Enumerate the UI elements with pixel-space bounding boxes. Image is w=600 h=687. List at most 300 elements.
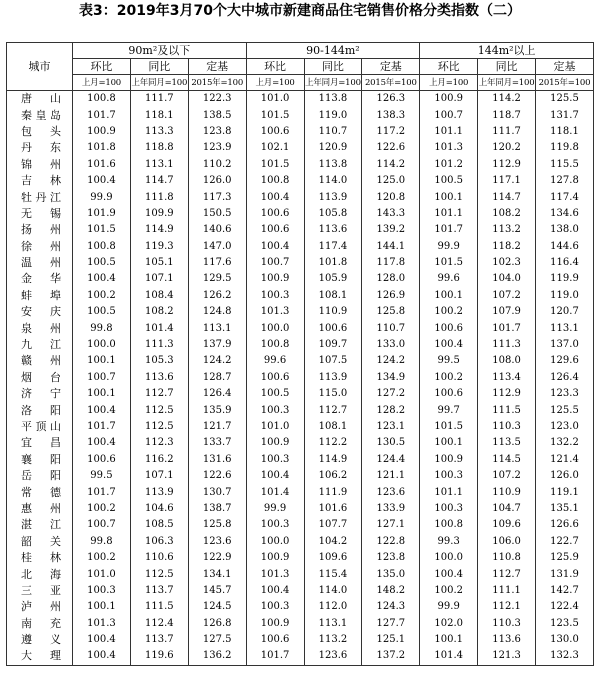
index-value-cell: 125.8 (188, 517, 246, 533)
index-value-cell: 114.0 (304, 583, 362, 599)
index-value-cell: 112.5 (130, 402, 188, 418)
table-row (7, 452, 594, 468)
index-value-cell: 110.7 (362, 320, 420, 336)
index-value-cell: 121.7 (188, 419, 246, 435)
index-value-cell: 100.5 (73, 304, 131, 320)
index-value-cell: 105.8 (304, 206, 362, 222)
group-header-large: 144m²以上 (420, 43, 594, 59)
index-value-cell: 101.1 (420, 206, 478, 222)
city-header: 城市 (7, 43, 73, 91)
index-value-cell: 111.3 (478, 337, 536, 353)
index-value-cell: 125.5 (536, 402, 594, 418)
index-value-cell: 119.0 (304, 107, 362, 123)
index-value-cell: 108.1 (304, 288, 362, 304)
index-value-cell: 125.9 (536, 550, 594, 566)
index-value-cell: 118.8 (130, 140, 188, 156)
index-value-cell: 130.0 (536, 632, 594, 648)
index-value-cell: 123.8 (188, 124, 246, 140)
city-name-cell: 遵义 (7, 632, 73, 648)
index-value-cell: 142.7 (536, 583, 594, 599)
index-value-cell: 126.9 (362, 288, 420, 304)
index-value-cell: 102.1 (246, 140, 304, 156)
subheader-base: 定基 (362, 59, 420, 75)
index-value-cell: 100.3 (246, 288, 304, 304)
index-value-cell: 126.2 (188, 288, 246, 304)
index-value-cell: 105.3 (130, 353, 188, 369)
index-value-cell: 100.9 (246, 616, 304, 632)
index-value-cell: 124.5 (188, 599, 246, 615)
index-value-cell: 113.1 (304, 616, 362, 632)
index-value-cell: 125.8 (362, 304, 420, 320)
index-value-cell: 101.7 (420, 222, 478, 238)
city-name-cell: 赣州 (7, 353, 73, 369)
index-value-cell: 100.6 (420, 386, 478, 402)
index-value-cell: 100.3 (246, 599, 304, 615)
index-value-cell: 121.4 (536, 452, 594, 468)
index-value-cell: 130.5 (362, 435, 420, 451)
index-value-cell: 122.6 (362, 140, 420, 156)
index-value-cell: 100.0 (420, 550, 478, 566)
index-value-cell: 99.5 (420, 353, 478, 369)
index-value-cell: 100.3 (73, 583, 131, 599)
index-value-cell: 128.7 (188, 370, 246, 386)
index-value-cell: 112.3 (130, 435, 188, 451)
index-value-cell: 117.4 (304, 239, 362, 255)
index-value-cell: 132.2 (536, 435, 594, 451)
index-value-cell: 101.7 (478, 320, 536, 336)
index-value-cell: 133.7 (188, 435, 246, 451)
index-value-cell: 100.4 (73, 402, 131, 418)
table-row (7, 419, 594, 435)
index-value-cell: 100.9 (73, 124, 131, 140)
index-value-cell: 110.3 (478, 616, 536, 632)
table-row (7, 124, 594, 140)
index-value-cell: 100.9 (246, 550, 304, 566)
index-value-cell: 101.5 (246, 107, 304, 123)
index-value-cell: 113.1 (188, 320, 246, 336)
index-value-cell: 131.7 (536, 107, 594, 123)
index-value-cell: 138.3 (362, 107, 420, 123)
index-value-cell: 112.7 (130, 386, 188, 402)
index-value-cell: 110.7 (304, 124, 362, 140)
subheader-mom: 环比 (246, 59, 304, 75)
table-row (7, 616, 594, 632)
index-value-cell: 145.7 (188, 583, 246, 599)
city-name-cell: 牡丹江 (7, 189, 73, 205)
city-name-cell: 九江 (7, 337, 73, 353)
index-value-cell: 108.1 (304, 419, 362, 435)
index-value-cell: 107.5 (304, 353, 362, 369)
index-value-cell: 113.6 (130, 370, 188, 386)
index-value-cell: 124.4 (362, 452, 420, 468)
index-value-cell: 111.7 (478, 124, 536, 140)
index-value-cell: 111.5 (478, 402, 536, 418)
index-value-cell: 120.7 (536, 304, 594, 320)
index-value-cell: 118.7 (478, 107, 536, 123)
index-value-cell: 99.9 (420, 599, 478, 615)
index-value-cell: 111.8 (130, 189, 188, 205)
index-value-cell: 112.7 (304, 402, 362, 418)
index-value-cell: 100.7 (420, 107, 478, 123)
index-value-cell: 134.9 (362, 370, 420, 386)
table-row (7, 304, 594, 320)
index-value-cell: 100.8 (246, 337, 304, 353)
city-name-cell: 南充 (7, 616, 73, 632)
city-name-cell: 韶关 (7, 534, 73, 550)
index-value-cell: 101.3 (246, 566, 304, 582)
index-value-cell: 112.1 (478, 599, 536, 615)
index-value-cell: 101.3 (420, 140, 478, 156)
city-name-cell: 襄阳 (7, 452, 73, 468)
index-value-cell: 114.9 (130, 222, 188, 238)
index-value-cell: 107.1 (130, 271, 188, 287)
index-value-cell: 118.1 (536, 124, 594, 140)
index-value-cell: 110.9 (478, 484, 536, 500)
index-value-cell: 127.5 (188, 632, 246, 648)
index-value-cell: 113.3 (130, 124, 188, 140)
index-value-cell: 100.4 (73, 632, 131, 648)
index-value-cell: 128.2 (362, 402, 420, 418)
city-name-cell: 洛阳 (7, 402, 73, 418)
city-name-cell: 安庆 (7, 304, 73, 320)
index-value-cell: 129.6 (536, 353, 594, 369)
index-value-cell: 115.0 (304, 386, 362, 402)
index-value-cell: 101.5 (246, 157, 304, 173)
index-value-cell: 104.7 (478, 501, 536, 517)
city-name-cell: 温州 (7, 255, 73, 271)
index-value-cell: 100.0 (73, 337, 131, 353)
table-row (7, 501, 594, 517)
table-row (7, 288, 594, 304)
index-value-cell: 101.7 (73, 107, 131, 123)
index-value-cell: 100.8 (73, 91, 131, 108)
index-value-cell: 101.5 (420, 255, 478, 271)
unit-mom: 上月=100 (420, 75, 478, 91)
index-value-cell: 113.1 (130, 157, 188, 173)
index-value-cell: 109.7 (304, 337, 362, 353)
city-name-cell: 湛江 (7, 517, 73, 533)
index-value-cell: 113.8 (304, 157, 362, 173)
city-name-cell: 秦皇岛 (7, 107, 73, 123)
index-value-cell: 119.6 (130, 648, 188, 665)
index-value-cell: 99.7 (420, 402, 478, 418)
city-name-cell: 徐州 (7, 239, 73, 255)
index-value-cell: 100.8 (246, 173, 304, 189)
city-name-cell: 泉州 (7, 320, 73, 336)
table-body (7, 91, 594, 666)
index-value-cell: 112.9 (478, 386, 536, 402)
city-name-cell: 无锡 (7, 206, 73, 222)
index-value-cell: 100.4 (420, 337, 478, 353)
index-value-cell: 137.0 (536, 337, 594, 353)
index-value-cell: 100.2 (73, 501, 131, 517)
index-value-cell: 101.7 (73, 484, 131, 500)
index-value-cell: 112.5 (130, 419, 188, 435)
index-value-cell: 150.5 (188, 206, 246, 222)
index-value-cell: 110.2 (188, 157, 246, 173)
index-value-cell: 111.9 (304, 484, 362, 500)
unit-yoy: 上年同月=100 (304, 75, 362, 91)
index-value-cell: 100.6 (420, 320, 478, 336)
subheader-mom: 环比 (73, 59, 131, 75)
index-value-cell: 126.0 (536, 468, 594, 484)
index-value-cell: 100.7 (246, 255, 304, 271)
index-value-cell: 100.2 (73, 550, 131, 566)
index-value-cell: 101.6 (73, 157, 131, 173)
table-row (7, 484, 594, 500)
index-value-cell: 126.6 (536, 517, 594, 533)
index-value-cell: 113.7 (130, 583, 188, 599)
index-value-cell: 113.7 (130, 632, 188, 648)
index-value-cell: 101.7 (73, 419, 131, 435)
table-row (7, 599, 594, 615)
table-row (7, 435, 594, 451)
index-value-cell: 101.4 (420, 648, 478, 665)
index-value-cell: 119.8 (536, 140, 594, 156)
index-value-cell: 100.4 (73, 173, 131, 189)
index-value-cell: 100.2 (420, 370, 478, 386)
index-value-cell: 123.6 (188, 534, 246, 550)
index-value-cell: 100.6 (73, 452, 131, 468)
index-value-cell: 107.7 (304, 517, 362, 533)
index-value-cell: 117.6 (188, 255, 246, 271)
index-value-cell: 100.4 (73, 435, 131, 451)
index-value-cell: 114.5 (478, 452, 536, 468)
index-value-cell: 104.0 (478, 271, 536, 287)
index-value-cell: 132.3 (536, 648, 594, 665)
index-value-cell: 110.3 (478, 419, 536, 435)
index-value-cell: 126.8 (188, 616, 246, 632)
index-value-cell: 119.3 (130, 239, 188, 255)
index-value-cell: 100.4 (246, 468, 304, 484)
table-row (7, 320, 594, 336)
index-value-cell: 138.7 (188, 501, 246, 517)
index-value-cell: 134.6 (536, 206, 594, 222)
unit-yoy: 上年同月=100 (478, 75, 536, 91)
index-value-cell: 102.3 (478, 255, 536, 271)
index-value-cell: 101.9 (73, 206, 131, 222)
table-row (7, 583, 594, 599)
index-value-cell: 101.0 (246, 91, 304, 108)
index-value-cell: 114.2 (478, 91, 536, 108)
index-value-cell: 125.5 (536, 91, 594, 108)
index-value-cell: 121.1 (362, 468, 420, 484)
index-value-cell: 123.8 (362, 550, 420, 566)
index-value-cell: 100.9 (246, 271, 304, 287)
index-value-cell: 125.1 (362, 632, 420, 648)
index-value-cell: 100.0 (246, 534, 304, 550)
index-value-cell: 114.9 (304, 452, 362, 468)
index-value-cell: 100.1 (73, 386, 131, 402)
index-value-cell: 99.3 (420, 534, 478, 550)
city-name-cell: 常德 (7, 484, 73, 500)
index-value-cell: 101.4 (246, 484, 304, 500)
index-value-cell: 101.0 (246, 419, 304, 435)
index-value-cell: 135.1 (536, 501, 594, 517)
index-value-cell: 101.2 (420, 157, 478, 173)
index-value-cell: 114.7 (478, 189, 536, 205)
index-value-cell: 138.5 (188, 107, 246, 123)
index-value-cell: 120.2 (478, 140, 536, 156)
table-row (7, 157, 594, 173)
unit-mom: 上月=100 (73, 75, 131, 91)
index-value-cell: 107.9 (478, 304, 536, 320)
table-row (7, 534, 594, 550)
index-value-cell: 100.1 (420, 189, 478, 205)
index-value-cell: 136.2 (188, 648, 246, 665)
index-value-cell: 101.0 (73, 566, 131, 582)
index-value-cell: 101.3 (73, 616, 131, 632)
index-value-cell: 117.8 (362, 255, 420, 271)
index-value-cell: 111.3 (130, 337, 188, 353)
index-value-cell: 100.9 (420, 91, 478, 108)
subheader-yoy: 同比 (130, 59, 188, 75)
index-value-cell: 135.9 (188, 402, 246, 418)
index-value-cell: 105.1 (130, 255, 188, 271)
index-value-cell: 124.2 (188, 353, 246, 369)
city-name-cell: 丹东 (7, 140, 73, 156)
index-value-cell: 123.5 (536, 616, 594, 632)
index-value-cell: 113.6 (304, 222, 362, 238)
index-value-cell: 100.3 (420, 468, 478, 484)
index-value-cell: 114.0 (304, 173, 362, 189)
index-value-cell: 112.7 (478, 566, 536, 582)
index-value-cell: 127.2 (362, 386, 420, 402)
index-value-cell: 144.1 (362, 239, 420, 255)
index-value-cell: 131.9 (536, 566, 594, 582)
index-value-cell: 113.1 (536, 320, 594, 336)
index-value-cell: 133.0 (362, 337, 420, 353)
index-value-cell: 112.5 (130, 566, 188, 582)
index-value-cell: 123.0 (536, 419, 594, 435)
index-value-cell: 101.5 (420, 419, 478, 435)
index-value-cell: 117.2 (362, 124, 420, 140)
index-value-cell: 110.8 (478, 550, 536, 566)
index-value-cell: 100.7 (73, 517, 131, 533)
index-value-cell: 127.8 (536, 173, 594, 189)
index-value-cell: 140.6 (188, 222, 246, 238)
index-value-cell: 111.1 (478, 583, 536, 599)
index-value-cell: 100.4 (73, 271, 131, 287)
table-row (7, 222, 594, 238)
index-value-cell: 108.2 (478, 206, 536, 222)
price-index-table (6, 42, 594, 666)
index-value-cell: 122.7 (536, 534, 594, 550)
index-value-cell: 111.7 (130, 91, 188, 108)
index-value-cell: 138.0 (536, 222, 594, 238)
group-header-small: 90m²及以下 (73, 43, 247, 59)
index-value-cell: 100.6 (304, 320, 362, 336)
subheader-yoy: 同比 (478, 59, 536, 75)
table-row (7, 337, 594, 353)
city-name-cell: 烟台 (7, 370, 73, 386)
index-value-cell: 114.2 (362, 157, 420, 173)
index-value-cell: 100.3 (246, 402, 304, 418)
index-value-cell: 100.0 (246, 320, 304, 336)
city-name-cell: 金华 (7, 271, 73, 287)
table-row (7, 370, 594, 386)
index-value-cell: 106.2 (304, 468, 362, 484)
index-value-cell: 123.9 (188, 140, 246, 156)
index-value-cell: 101.3 (246, 304, 304, 320)
city-name-cell: 唐山 (7, 91, 73, 108)
index-value-cell: 107.2 (478, 288, 536, 304)
index-value-cell: 113.2 (478, 222, 536, 238)
index-value-cell: 119.1 (536, 484, 594, 500)
table-row (7, 566, 594, 582)
table-row (7, 173, 594, 189)
index-value-cell: 144.6 (536, 239, 594, 255)
index-value-cell: 112.0 (304, 599, 362, 615)
table-row (7, 239, 594, 255)
index-value-cell: 100.4 (420, 566, 478, 582)
index-value-cell: 100.3 (246, 517, 304, 533)
index-value-cell: 117.1 (478, 173, 536, 189)
table-row (7, 271, 594, 287)
index-value-cell: 110.6 (130, 550, 188, 566)
index-value-cell: 124.2 (362, 353, 420, 369)
table-row (7, 206, 594, 222)
index-value-cell: 106.0 (478, 534, 536, 550)
city-name-cell: 吉林 (7, 173, 73, 189)
city-name-cell: 泸州 (7, 599, 73, 615)
table-row (7, 91, 594, 108)
index-value-cell: 100.2 (73, 288, 131, 304)
index-value-cell: 100.4 (246, 189, 304, 205)
index-value-cell: 102.0 (420, 616, 478, 632)
index-value-cell: 100.5 (73, 255, 131, 271)
index-value-cell: 100.6 (246, 206, 304, 222)
index-value-cell: 100.5 (420, 173, 478, 189)
index-value-cell: 112.4 (130, 616, 188, 632)
index-value-cell: 104.2 (304, 534, 362, 550)
table-row (7, 402, 594, 418)
index-value-cell: 99.9 (246, 501, 304, 517)
city-name-cell: 岳阳 (7, 468, 73, 484)
index-value-cell: 101.1 (420, 484, 478, 500)
index-value-cell: 126.4 (188, 386, 246, 402)
index-value-cell: 125.0 (362, 173, 420, 189)
index-value-cell: 126.3 (362, 91, 420, 108)
index-value-cell: 99.8 (73, 534, 131, 550)
index-value-cell: 128.0 (362, 271, 420, 287)
index-value-cell: 115.5 (536, 157, 594, 173)
city-name-cell: 宜昌 (7, 435, 73, 451)
index-value-cell: 117.3 (188, 189, 246, 205)
index-value-cell: 100.4 (73, 648, 131, 665)
city-name-cell: 北海 (7, 566, 73, 582)
subheader-base: 定基 (188, 59, 246, 75)
index-value-cell: 123.6 (362, 484, 420, 500)
index-value-cell: 115.4 (304, 566, 362, 582)
index-value-cell: 114.7 (130, 173, 188, 189)
index-value-cell: 122.3 (188, 91, 246, 108)
index-value-cell: 100.3 (420, 501, 478, 517)
index-value-cell: 101.4 (130, 320, 188, 336)
table-row (7, 140, 594, 156)
index-value-cell: 121.3 (478, 648, 536, 665)
index-value-cell: 110.9 (304, 304, 362, 320)
index-value-cell: 100.4 (246, 239, 304, 255)
index-value-cell: 113.2 (304, 632, 362, 648)
index-value-cell: 122.4 (536, 599, 594, 615)
index-value-cell: 148.2 (362, 583, 420, 599)
index-value-cell: 108.2 (130, 304, 188, 320)
index-value-cell: 100.1 (73, 599, 131, 615)
index-value-cell: 118.2 (478, 239, 536, 255)
city-name-cell: 包头 (7, 124, 73, 140)
table-row (7, 189, 594, 205)
